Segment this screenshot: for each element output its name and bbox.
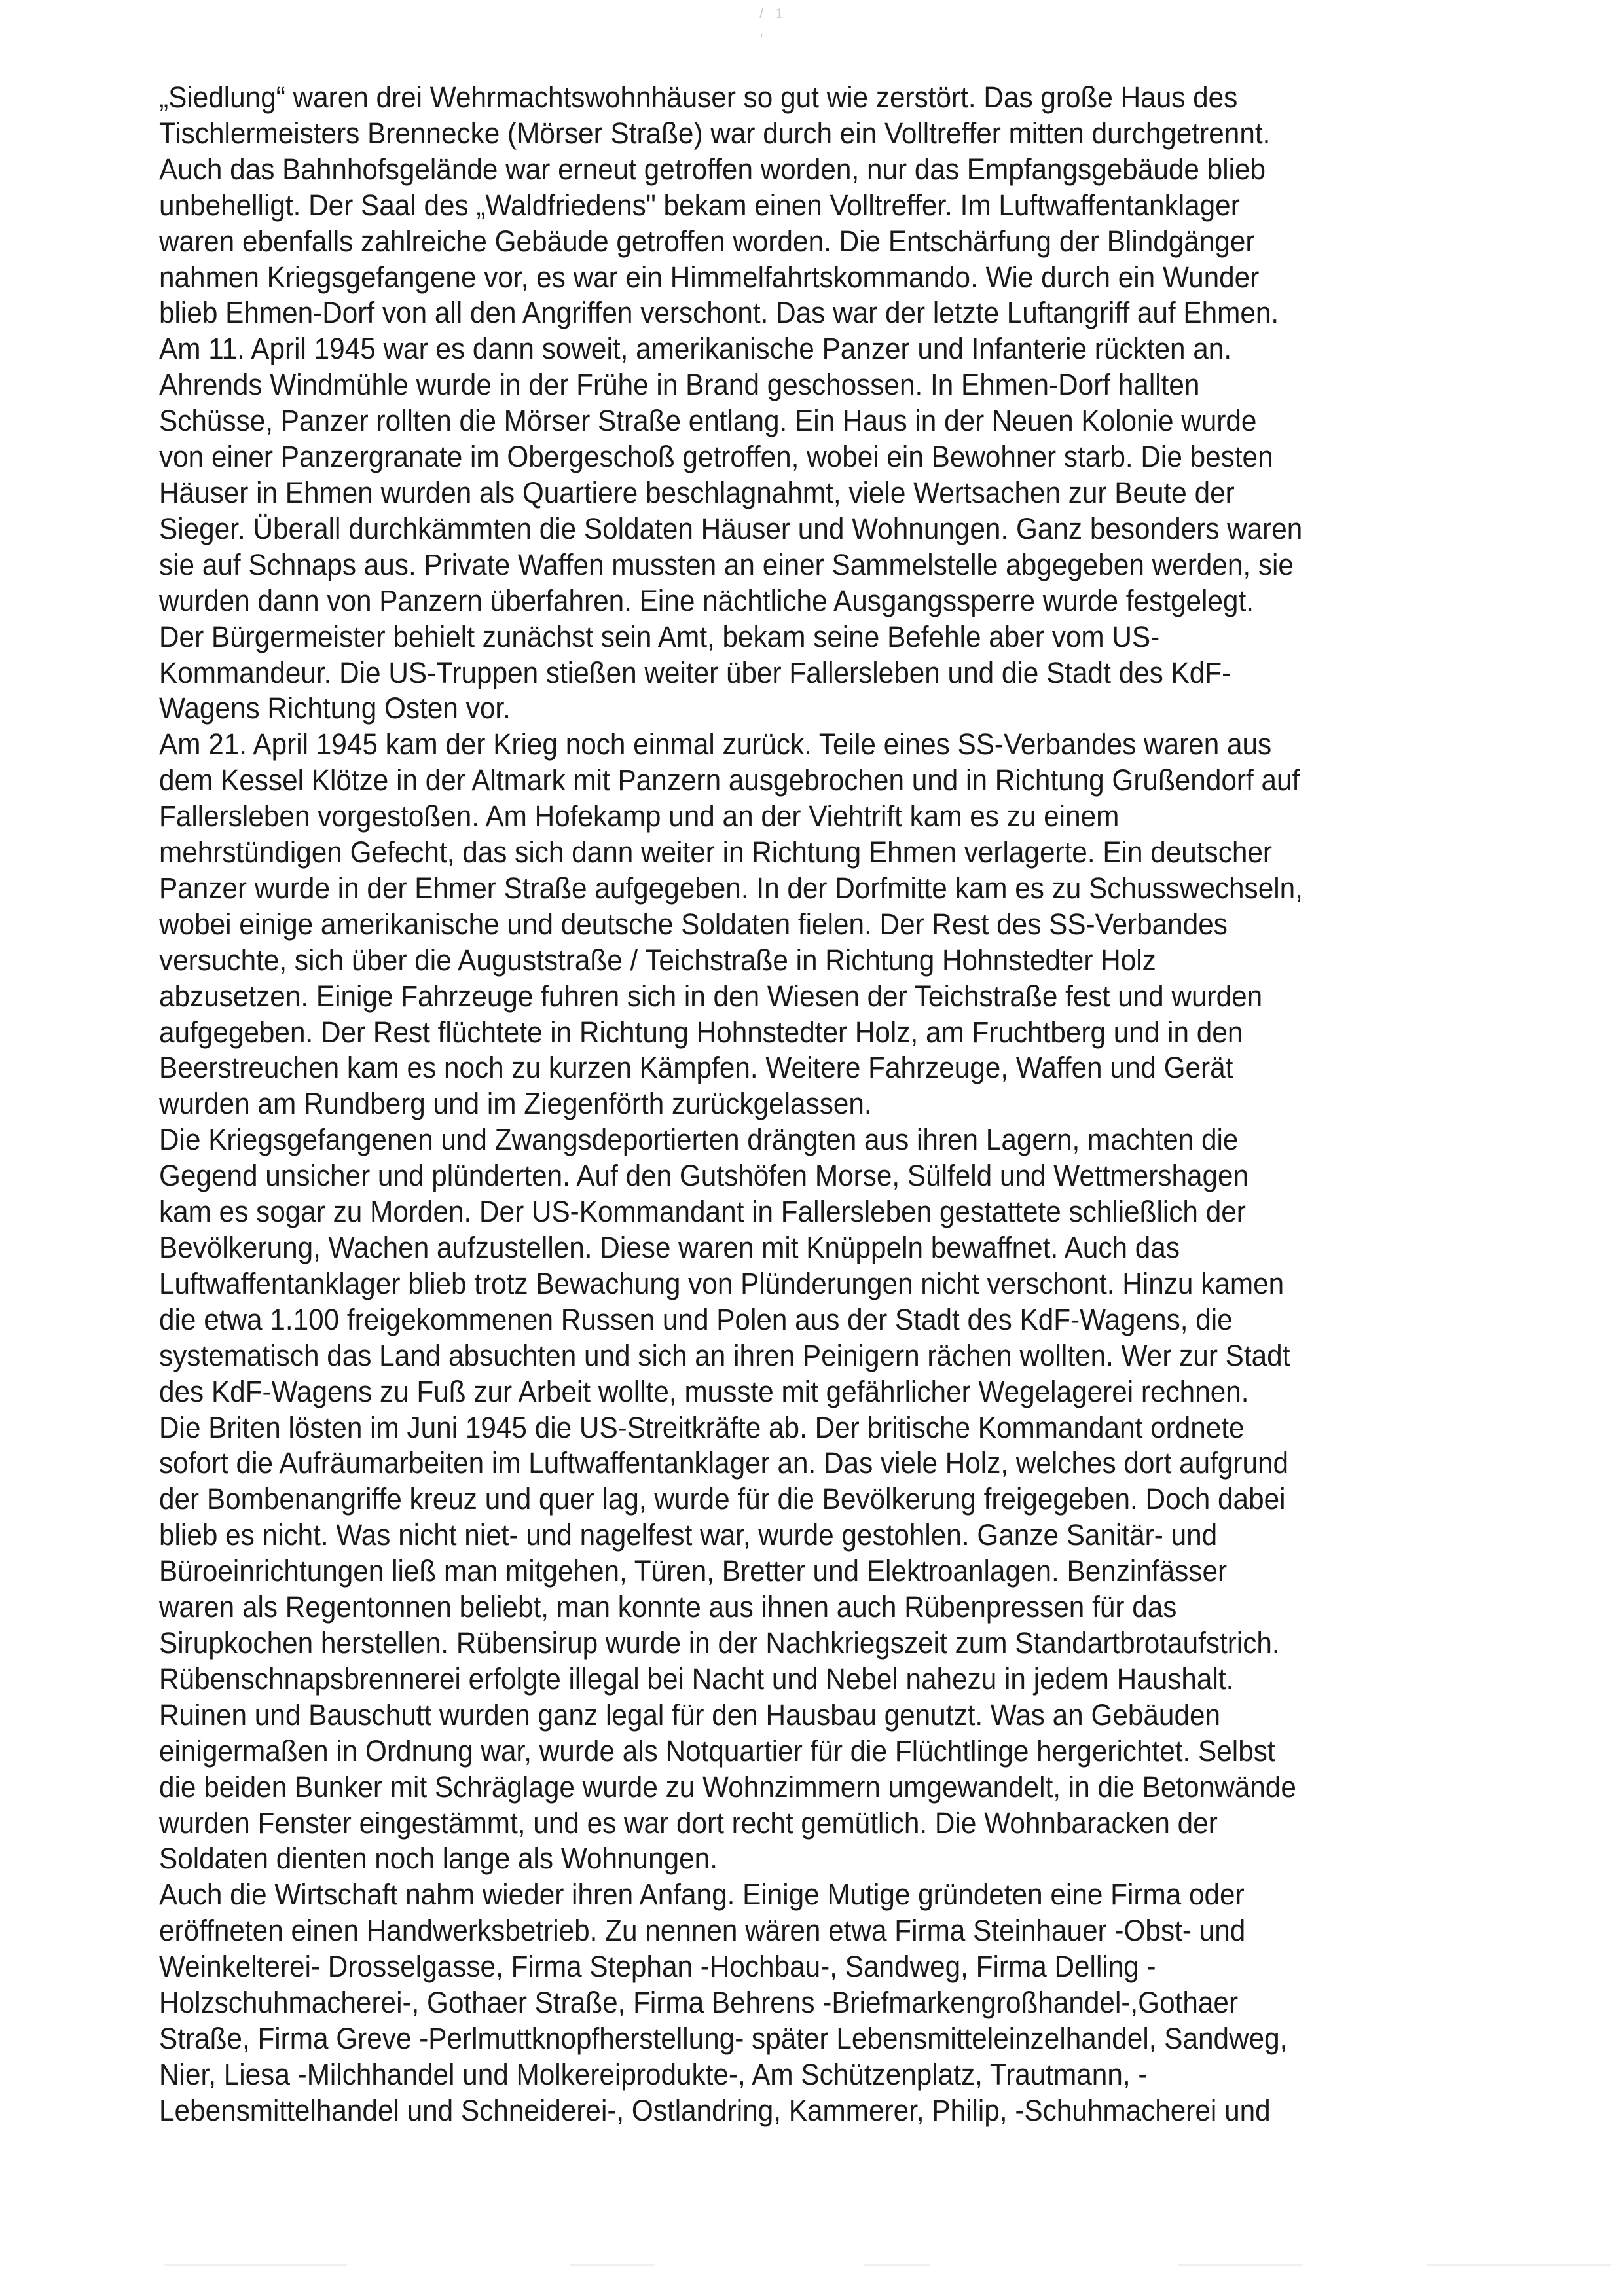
- scan-artifact: [864, 2264, 930, 2266]
- text-line: Rübenschnapsbrennerei erfolgte illegal bei Nacht und Nebel nahezu in jedem Haushalt.: [159, 1662, 1234, 1696]
- text-line: Gegend unsicher und plünderten. Auf den Gutshöfen Morse, Sülfeld und Wettmershagen: [159, 1159, 1249, 1193]
- text-line: Sirupkochen herstellen. Rübensirup wurde in der Nachkriegszeit zum Standartbrotaufstrich.: [159, 1626, 1280, 1660]
- text-line: abzusetzen. Einige Fahrzeuge fuhren sich in den Wiesen der Teichstraße fest und wurden: [159, 979, 1263, 1013]
- text-line: einigermaßen in Ordnung war, wurde als Notquartier für die Flüchtlinge hergerichtet. Selbst: [159, 1734, 1275, 1768]
- text-line: die etwa 1.100 freigekommenen Russen und Polen aus der Stadt des KdF-Wagens, die: [159, 1302, 1233, 1336]
- text-line: wurden am Rundberg und im Ziegenförth zurückgelassen.: [159, 1087, 872, 1121]
- text-line: Am 21. April 1945 kam der Krieg noch einmal zurück. Teile eines SS-Verbandes waren aus: [159, 727, 1272, 761]
- text-line: Die Kriegsgefangenen und Zwangsdeportierten drängten aus ihren Lagern, machten die: [159, 1123, 1239, 1157]
- text-line: Nier, Liesa -Milchhandel und Molkereiprodukte-, Am Schützenplatz, Trautmann, -: [159, 2057, 1148, 2091]
- text-line: kam es sogar zu Morden. Der US-Kommandant in Fallersleben gestattete schließlich der: [159, 1195, 1246, 1229]
- text-line: systematisch das Land absuchten und sich an ihren Peinigern rächen wollten. Wer zur Stadt: [159, 1338, 1290, 1372]
- text-line: „Siedlung“ waren drei Wehrmachtswohnhäuser so gut wie zerstört. Das große Haus des: [159, 81, 1238, 114]
- text-line: Die Briten lösten im Juni 1945 die US-Streitkräfte ab. Der britische Kommandant ordnete: [159, 1410, 1245, 1444]
- text-line: Soldaten dienten noch lange als Wohnungen.: [159, 1842, 718, 1876]
- text-line: eröffneten einen Handwerksbetrieb. Zu nennen wären etwa Firma Steinhauer -Obst- und: [159, 1914, 1246, 1948]
- text-line: wurden Fenster eingestämmt, und es war dort recht gemütlich. Die Wohnbaracken der: [159, 1806, 1218, 1840]
- text-line: nahmen Kriegsgefangene vor, es war ein Himmelfahrtskommando. Wie durch ein Wunder: [159, 260, 1260, 294]
- text-line: wobei einige amerikanische und deutsche Soldaten fielen. Der Rest des SS-Verbandes: [159, 907, 1228, 941]
- text-line: Wagens Richtung Osten vor.: [159, 691, 511, 725]
- body-text: [159, 80, 1482, 2129]
- text-line: Häuser in Ehmen wurden als Quartiere beschlagnahmt, viele Wertsachen zur Beute der: [159, 475, 1235, 509]
- text-line: dem Kessel Klötze in der Altmark mit Panzern ausgebrochen und in Richtung Grußendorf auf: [159, 763, 1300, 797]
- text-line: Büroeinrichtungen ließ man mitgehen, Türen, Bretter und Elektroanlagen. Benzinfässer: [159, 1554, 1228, 1588]
- text-line: Kommandeur. Die US-Truppen stießen weiter über Fallersleben und die Stadt des KdF-: [159, 655, 1231, 689]
- text-line: Auch das Bahnhofsgelände war erneut getroffen worden, nur das Empfangsgebäude blieb: [159, 152, 1266, 186]
- text-line: Panzer wurde in der Ehmer Straße aufgegeben. In der Dorfmitte kam es zu Schusswechseln,: [159, 871, 1303, 905]
- text-line: versuchte, sich über die Auguststraße / Teichstraße in Richtung Hohnstedter Holz: [159, 943, 1156, 977]
- text-line: Am 11. April 1945 war es dann soweit, amerikanische Panzer und Infanterie rückten an.: [159, 332, 1232, 366]
- scan-artifact: [1178, 2264, 1303, 2266]
- text-line: wurden dann von Panzern überfahren. Eine nächtliche Ausgangssperre wurde festgelegt.: [159, 583, 1254, 617]
- text-line: von einer Panzergranate im Obergeschoß getroffen, wobei ein Bewohner starb. Die besten: [159, 440, 1273, 474]
- page-number-mark: / 1 ,: [759, 5, 788, 39]
- text-line: des KdF-Wagens zu Fuß zur Arbeit wollte, musste mit gefährlicher Wegelagerei rechnen.: [159, 1374, 1249, 1408]
- text-line: Straße, Firma Greve -Perlmuttknopfherstellung- später Lebensmitteleinzelhandel, Sandweg,: [159, 2021, 1288, 2055]
- text-line: mehrstündigen Gefecht, das sich dann weiter in Richtung Ehmen verlagerte. Ein deutscher: [159, 835, 1273, 869]
- text-line: blieb es nicht. Was nicht niet- und nagelfest war, wurde gestohlen. Ganze Sanitär- und: [159, 1518, 1218, 1552]
- text-line: die beiden Bunker mit Schräglage wurde zu Wohnzimmern umgewandelt, in die Betonwände: [159, 1770, 1296, 1804]
- text-line: sofort die Aufräumarbeiten im Luftwaffentanklager an. Das viele Holz, welches dort aufgrund: [159, 1446, 1289, 1480]
- text-line: Beerstreuchen kam es noch zu kurzen Kämpfen. Weitere Fahrzeuge, Waffen und Gerät: [159, 1051, 1233, 1085]
- text-line: der Bombenangriffe kreuz und quer lag, wurde für die Bevölkerung freigegeben. Doch dabei: [159, 1482, 1286, 1516]
- text-line: Der Bürgermeister behielt zunächst sein Amt, bekam seine Befehle aber vom US-: [159, 619, 1160, 653]
- text-line: unbehelligt. Der Saal des „Waldfriedens" bekam einen Volltreffer. Im Luftwaffentanklager: [159, 188, 1240, 222]
- text-line: Luftwaffentanklager blieb trotz Bewachung von Plünderungen nicht verschont. Hinzu kamen: [159, 1266, 1285, 1300]
- scan-artifact: [570, 2264, 655, 2266]
- text-line: Sieger. Überall durchkämmten die Soldaten Häuser und Wohnungen. Ganz besonders waren: [159, 511, 1303, 545]
- text-line: Schüsse, Panzer rollten die Mörser Straße entlang. Ein Haus in der Neuen Kolonie wurde: [159, 404, 1257, 438]
- text-line: waren als Regentonnen beliebt, man konnte aus ihnen auch Rübenpressen für das: [159, 1590, 1177, 1624]
- text-line: Ahrends Windmühle wurde in der Frühe in Brand geschossen. In Ehmen-Dorf hallten: [159, 368, 1200, 402]
- text-line: aufgegeben. Der Rest flüchtete in Richtung Hohnstedter Holz, am Fruchtberg und in den: [159, 1015, 1243, 1049]
- text-line: Lebensmittelhandel und Schneiderei-, Ostlandring, Kammerer, Philip, -Schuhmacherei und: [159, 2093, 1271, 2127]
- text-line: Weinkelterei- Drosselgasse, Firma Stephan -Hochbau-, Sandweg, Firma Delling -: [159, 1950, 1156, 1984]
- scan-artifact: [1427, 2264, 1611, 2266]
- text-line: Tischlermeisters Brennecke (Mörser Straße) war durch ein Volltreffer mitten durchgetrennt.: [159, 116, 1271, 150]
- text-line: waren ebenfalls zahlreiche Gebäude getroffen worden. Die Entschärfung der Blindgänger: [159, 224, 1255, 258]
- text-line: blieb Ehmen-Dorf von all den Angriffen verschont. Das war der letzte Luftangriff auf Ehmen.: [159, 296, 1279, 330]
- text-line: Bevölkerung, Wachen aufzustellen. Diese waren mit Knüppeln bewaffnet. Auch das: [159, 1231, 1180, 1264]
- text-line: Auch die Wirtschaft nahm wieder ihren Anfang. Einige Mutige gründeten eine Firma oder: [159, 1878, 1245, 1912]
- text-line: Fallersleben vorgestoßen. Am Hofekamp und an der Viehtrift kam es zu einem: [159, 799, 1120, 833]
- text-line: sie auf Schnaps aus. Private Waffen mussten an einer Sammelstelle abgegeben werden, sie: [159, 547, 1294, 581]
- scan-artifact: [164, 2264, 347, 2266]
- text-line: Ruinen und Bauschutt wurden ganz legal für den Hausbau genutzt. Was an Gebäuden: [159, 1698, 1221, 1732]
- text-line: Holzschuhmacherei-, Gothaer Straße, Firma Behrens -Briefmarkengroßhandel-,Gothaer: [159, 1986, 1239, 2020]
